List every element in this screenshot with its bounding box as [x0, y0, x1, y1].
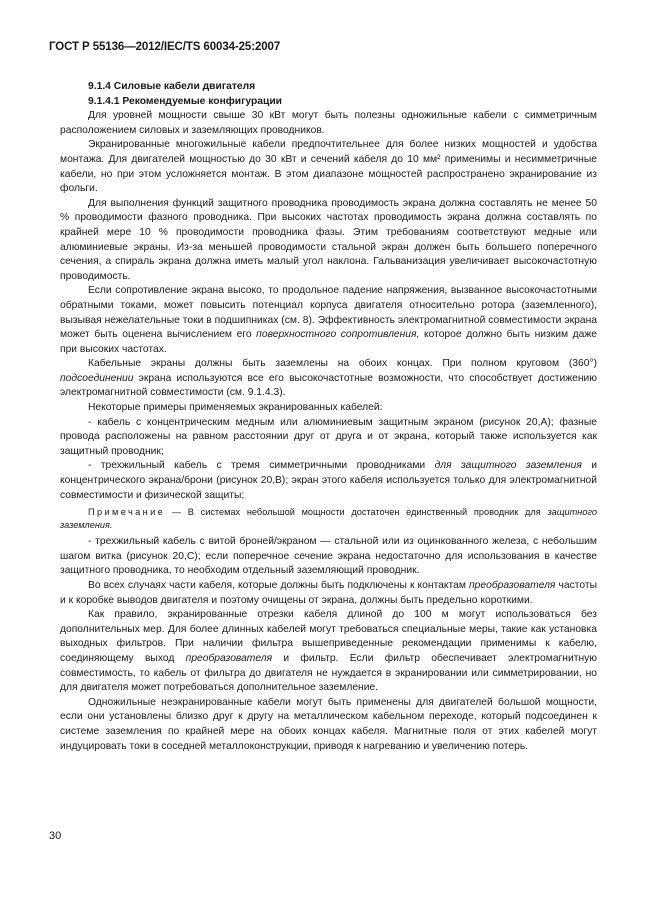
list-item: - трехжильный кабель с тремя симметричными проводниками для защитного заземления и концентрического экрана/брони (рисунок 20,B); экран этого кабеля используется только для электромагнитной совместимости и физической защиты;	[60, 460, 597, 501]
paragraph: Если сопротивление экрана высоко, то продольное падение напряжения, вызванное высокочастотными обратными токами, может повысить потенциал корпуса двигателя относительно ротора (заземленного), вызывая нежелательные токи в подшипниках (см. 8). Эффективность электромагнитной совместимости экрана может быть оценена вычислением его поверхностного сопротивления, которое должно быть низким даже при высоких частотах.	[60, 285, 598, 355]
document-body	[60, 80, 597, 754]
subsection-heading: 9.1.4.1 Рекомендуемые конфигурации	[88, 95, 283, 107]
paragraph: Для уровней мощности свыше 30 кВт могут быть полезны одножильные кабели с симметричным расположением силовых и заземляющих проводников.	[60, 110, 597, 136]
paragraph: Некоторые примеры применяемых экранированных кабелей:	[88, 402, 383, 414]
paragraph: Одножильные неэкранированные кабели могут быть применены для двигателей большой мощности, если они установлены близко друг к другу на металлическом кабельном переходе, который подсоединен к системе заземления по крайней мере на обоих концах кабеля. Магнитные поля от этих кабелей могут индуцировать токи в соседней металлоконструкции, приводя к нагреванию и увеличению потерь.	[60, 696, 597, 752]
list-item: - кабель с концентрическим медным или алюминиевым защитным экраном (рисунок 20,A); фазные провода расположены на равном расстоянии друг от друга и от экрана, который также используется как защитный проводник;	[60, 416, 597, 457]
list-item: - трехжильный кабель с витой броней/экраном — стальной или из оцинкованного железа, с небольшим шагом витка (рисунок 20,C); если поперечное сечение экрана недостаточно для использования в качестве защитного проводника, то необходим отдельный заземляющий проводник.	[60, 536, 597, 577]
note: Примечание — В системах небольшой мощности достаточен единственный проводник для защитного заземления.	[60, 507, 597, 531]
paragraph: Как правило, экранированные отрезки кабеля длиной до 100 м могут использоваться без дополнительных мер. Для более длинных кабелей могут требоваться специальные меры, такие как установка выходных фильтров. При наличии фильтра вышеприведенные рекомендации применимы к кабелю, соединяющему выход преобразователя и фильтр. Если фильтр обеспечивает электромагнитную совместимость, то кабель от фильтра до двигателя не нуждается в экранировании или симметрировании, но для двигателя может потребоваться дополнительное заземление.	[60, 609, 598, 694]
paragraph: Для выполнения функций защитного проводника проводимость экрана должна составлять не менее 50 % проводимости фазного проводника. При высоких частотах проводимость экрана должна составлять по крайней мере 10 % проводимости проводника фазы. Этим требованиям соответствуют медные или алюминиевые экраны. Из-за меньшей проводимости стальной экран должен быть большего поперечного сечения, а спираль экрана должна иметь малый угол наклона. Гальванизация увеличивает высокочастотную проводимость.	[60, 197, 597, 282]
section-heading: 9.1.4 Силовые кабели двигателя	[88, 81, 256, 92]
paragraph: Кабельные экраны должны быть заземлены на обоих концах. При полном круговом (360°) подсоединении экрана используются все его высокочастотные возможности, что способствует достижению электромагнитной совместимости (см. 9.1.4.3).	[60, 358, 597, 399]
page-number: 30	[49, 830, 62, 842]
paragraph: Во всех случаях части кабеля, которые должны быть подключены к контактам преобразователя частоты и к коробке выводов двигателя и поэтому очищены от экрана, должны быть предельно короткими.	[60, 580, 597, 606]
paragraph: Экранированные многожильные кабели предпочтительнее для более низких мощностей и удобства монтажа. Для двигателей мощностью до 30 кВт и сечений кабеля до 10 мм² применимы и несимметричные кабели, но при этом усложняется монтаж. В этом диапазоне мощностей распространено экранирование из фольги.	[60, 139, 597, 195]
document-header: ГОСТ Р 55136—2012/IEC/TS 60034-25:2007	[49, 41, 281, 53]
